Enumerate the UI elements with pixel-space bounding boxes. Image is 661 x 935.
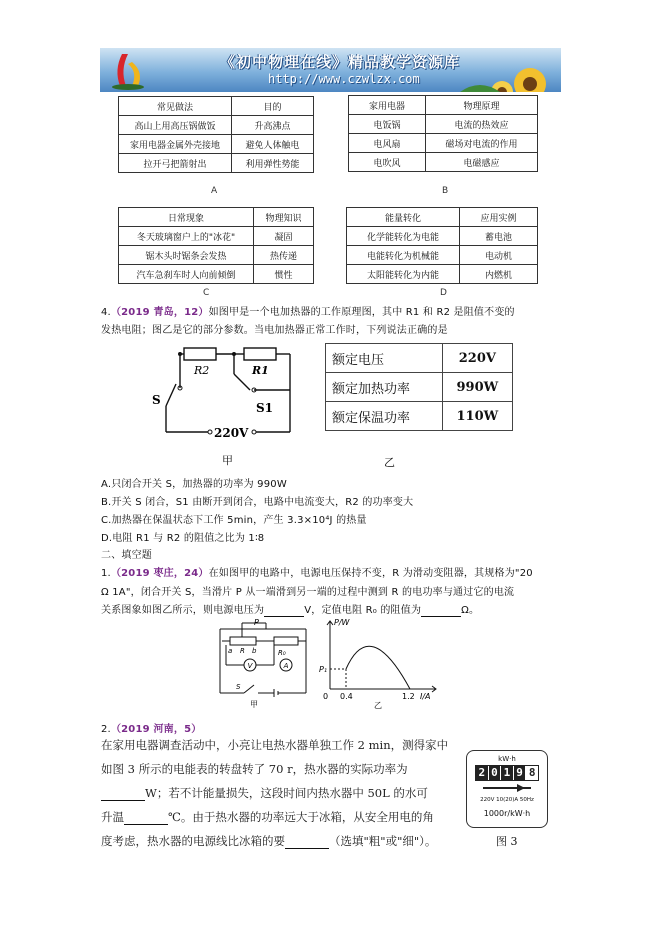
question-source: （2019 枣庄，24）	[110, 568, 209, 579]
meter-rate: 1000r/kW·h	[483, 809, 531, 818]
cell: 电吹风	[349, 153, 426, 172]
switch-s-label: S	[236, 683, 241, 691]
section-heading: 二、填空题	[101, 550, 152, 561]
cell: 电动机	[460, 246, 538, 265]
figure-caption-jia: 甲	[250, 700, 258, 709]
energy-meter	[466, 750, 548, 828]
meter-digits	[475, 765, 539, 781]
figure-caption-yi: 乙	[384, 456, 395, 469]
meter-digit: 1	[501, 766, 514, 780]
cell: 避免人体触电	[232, 135, 314, 154]
f2-line2: 如图 3 所示的电能表的转盘转了 70 r，热水器的实际功率为	[101, 762, 408, 776]
r0-label: R₀	[278, 649, 286, 657]
cell: 蓄电池	[460, 227, 538, 246]
param-value: 110W	[442, 402, 512, 431]
cell: 物理原理	[426, 96, 538, 115]
question-number: 4.	[101, 307, 111, 318]
f1-line1	[101, 564, 533, 579]
f2-line3	[101, 785, 428, 801]
cell: 惯性	[254, 265, 314, 284]
option-d-table	[346, 207, 538, 284]
f2-text: W；若不计能量损失，这段时间内热水器中 50L 的水可	[145, 786, 428, 800]
param-value: 990W	[442, 373, 512, 402]
x-axis-label: I/A	[420, 692, 431, 701]
slider-p-label: P	[254, 618, 259, 627]
header-banner	[100, 48, 561, 92]
x-tick-label: 0.4	[340, 692, 353, 701]
voltage-label: 220V	[214, 426, 249, 440]
question-text: 如图甲是一个电加热器的工作原理图，其中 R1 和 R2 是阻值不变的	[208, 307, 515, 318]
f2-line1: 在家用电器调查活动中，小亮让电热水器单独工作 2 min，测得家中	[101, 738, 449, 752]
q4-option-a: A.只闭合开关 S，加热器的功率为 990W	[101, 479, 287, 490]
banner-title: 《初中物理在线》精品教学资源库	[220, 53, 461, 71]
figure-caption-jia: 甲	[222, 454, 233, 467]
question-number: 1.	[101, 568, 111, 579]
question-source: （2019 河南，5）	[110, 724, 202, 735]
question-source: （2019 青岛，12）	[110, 307, 209, 318]
cell: 物理知识	[254, 208, 314, 227]
resistor-r-label: R	[240, 647, 245, 655]
cell: 电磁感应	[426, 153, 538, 172]
cell: 拉开弓把箭射出	[119, 154, 232, 173]
r2-label: R2	[194, 364, 210, 377]
question-number: 2.	[101, 724, 111, 735]
f2-line4	[101, 809, 434, 825]
meter-digit: 2	[476, 766, 489, 780]
cell: 应用实例	[460, 208, 538, 227]
cell: 常见做法	[119, 97, 232, 116]
option-d-label: D	[440, 288, 447, 298]
cell: 电风扇	[349, 134, 426, 153]
cell: 凝固	[254, 227, 314, 246]
meter-digit: 8	[526, 766, 538, 780]
f1-text-b: V，定值电阻 R₀ 的阻值为	[304, 605, 422, 616]
option-c-table	[118, 207, 314, 284]
cell: 汽车急刹车时人向前倾倒	[119, 265, 254, 284]
q4-stem-line1	[101, 303, 515, 318]
param-name: 额定加热功率	[326, 373, 443, 402]
option-c-label: C	[203, 288, 210, 298]
cell: 磁场对电流的作用	[426, 134, 538, 153]
answer-blank[interactable]	[101, 786, 145, 801]
answer-blank[interactable]	[264, 605, 304, 617]
q4-option-b: B.开关 S 闭合，S1 由断开到闭合，电路中电流变大，R2 的功率变大	[101, 497, 414, 508]
y-axis-label: P/W	[334, 618, 350, 627]
origin-label: 0	[323, 692, 329, 701]
cell: 冬天玻璃窗户上的"冰花"	[119, 227, 254, 246]
p1-label: P₁	[319, 665, 328, 674]
cell: 家用电器金属外壳接地	[119, 135, 232, 154]
f1-text-a: 关系图象如图乙所示，则电源电压为	[101, 605, 265, 616]
q4-stem-line2: 发热电阻；图乙是它的部分参数。当电加热器正常工作时，下列说法正确的是	[101, 325, 448, 336]
cell: 家用电器	[349, 96, 426, 115]
q4-circuit-diagram	[150, 340, 310, 460]
f2-text: ℃。由于热水器的功率远大于冰箱，从安全用电的角	[168, 810, 434, 824]
meter-digit: 9	[514, 766, 527, 780]
f1-text-c: Ω。	[461, 605, 480, 616]
end-a-label: a	[228, 647, 233, 655]
r1-label: R1	[252, 364, 269, 377]
cell: 能量转化	[347, 208, 460, 227]
f2-text: 度考虑，热水器的电源线比冰箱的要	[101, 834, 285, 848]
cell: 利用弹性势能	[232, 154, 314, 173]
q4-option-c: C.加热器在保温状态下工作 5min，产生 3.3×10⁴J 的热量	[101, 515, 367, 526]
param-name: 额定电压	[326, 344, 443, 373]
cell: 热传递	[254, 246, 314, 265]
cell: 升高沸点	[232, 116, 314, 135]
cell: 高山上用高压锅做饭	[119, 116, 232, 135]
param-value: 220V	[442, 344, 512, 373]
f1-power-graph	[318, 617, 442, 709]
cell: 化学能转化为电能	[347, 227, 460, 246]
question-text: 在如图甲的电路中，电源电压保持不变，R 为滑动变阻器，其规格为"20	[208, 568, 533, 579]
meter-disc-icon	[481, 783, 533, 793]
f2-text: （选填"粗"或"细"）。	[329, 834, 437, 848]
answer-blank[interactable]	[285, 834, 329, 849]
f1-circuit-diagram	[214, 617, 314, 709]
cell: 内燃机	[460, 265, 538, 284]
f1-line2: Ω 1A"，闭合开关 S，当滑片 P 从一端滑到另一端的过程中测到 R 的电功率与通过它的电流	[101, 587, 515, 598]
meter-spec: 220V 10(20)A 50Hz	[480, 797, 534, 803]
s-label: S	[152, 393, 161, 407]
ammeter-label: A	[283, 662, 289, 670]
logo-icon	[108, 50, 148, 90]
banner-url[interactable]: http://www.czwlzx.com	[268, 72, 420, 86]
figure-caption: 图 3	[496, 835, 518, 848]
option-b-table	[348, 95, 538, 172]
meter-unit: kW·h	[498, 755, 516, 763]
param-name: 额定保温功率	[326, 402, 443, 431]
option-b-label: B	[442, 186, 449, 196]
cell: 日常现象	[119, 208, 254, 227]
f2-line5	[101, 833, 436, 849]
f2-text: 升温	[101, 810, 124, 824]
voltmeter-label: V	[247, 662, 253, 670]
cell: 电流的热效应	[426, 115, 538, 134]
figure-caption-yi: 乙	[374, 701, 382, 709]
answer-blank[interactable]	[124, 810, 168, 825]
meter-digit: 0	[489, 766, 502, 780]
answer-blank[interactable]	[421, 605, 461, 617]
cell: 电能转化为机械能	[347, 246, 460, 265]
x-tick-label: 1.2	[402, 692, 415, 701]
cell: 目的	[232, 97, 314, 116]
q4-option-d: D.电阻 R1 与 R2 的阻值之比为 1∶8	[101, 533, 265, 544]
cell: 太阳能转化为内能	[347, 265, 460, 284]
f1-line3	[101, 601, 479, 617]
cell: 电饭锅	[349, 115, 426, 134]
option-a-label: A	[211, 186, 218, 196]
cell: 锯木头时锯条会发热	[119, 246, 254, 265]
end-b-label: b	[252, 647, 257, 655]
s1-label: S1	[256, 401, 274, 415]
option-a-table	[118, 96, 314, 173]
f2-heading	[101, 720, 201, 735]
q4-params-table	[325, 343, 513, 431]
